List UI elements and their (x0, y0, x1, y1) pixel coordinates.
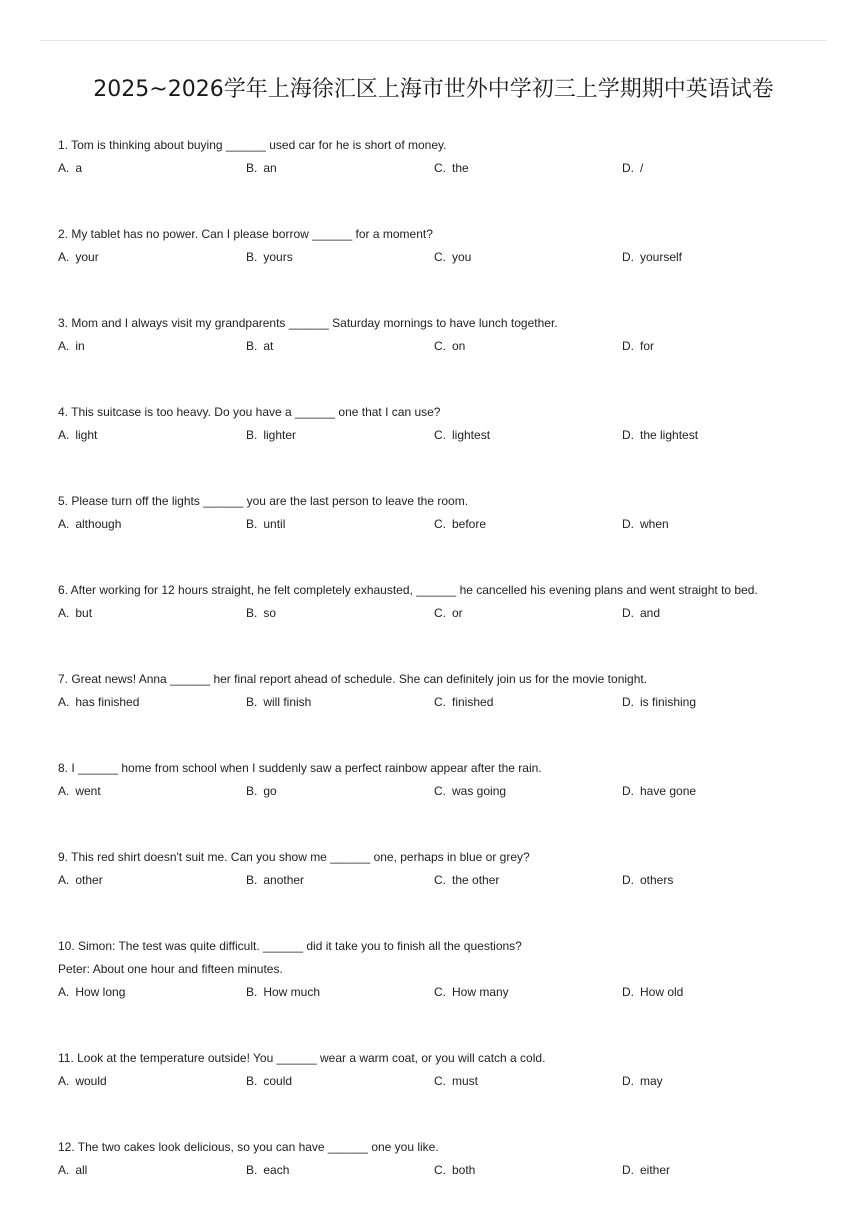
option-letter: D. (622, 695, 634, 709)
answer-options (58, 516, 818, 532)
option-letter: A. (58, 1163, 70, 1177)
answer-option (246, 160, 434, 176)
answer-option (58, 605, 246, 621)
option-letter: A. (58, 695, 70, 709)
option-text: for (640, 339, 655, 353)
option-letter: C. (434, 606, 446, 620)
option-text: and (640, 606, 661, 620)
option-text: / (640, 161, 644, 175)
option-text: the other (452, 873, 500, 887)
page-title: 2025~2026学年上海徐汇区上海市世外中学初三上学期期中英语试卷 (93, 77, 774, 102)
question-item (58, 315, 818, 354)
option-text: or (452, 606, 463, 620)
option-text: on (452, 339, 466, 353)
option-text: was going (452, 784, 507, 798)
option-text: yourself (640, 250, 683, 264)
question-item (58, 760, 818, 799)
answer-option (434, 694, 622, 710)
answer-option (622, 249, 810, 265)
option-text: your (75, 250, 99, 264)
question-stem: 6. After working for 12 hours straight, he felt completely exhausted, ______ he cancelled his evening plans and went straight to bed. (58, 583, 758, 597)
option-letter: A. (58, 517, 70, 531)
option-letter: C. (434, 873, 446, 887)
option-letter: A. (58, 339, 70, 353)
option-letter: B. (246, 985, 258, 999)
option-letter: A. (58, 250, 70, 264)
option-text: finished (452, 695, 494, 709)
question-stem: 7. Great news! Anna ______ her final report ahead of schedule. She can definitely join us for the movie tonight. (58, 672, 648, 686)
question-item (58, 226, 818, 265)
option-letter: C. (434, 339, 446, 353)
answer-options (58, 338, 818, 354)
question-item (58, 582, 818, 621)
option-letter: D. (622, 873, 634, 887)
option-letter: B. (246, 250, 258, 264)
option-letter: A. (58, 873, 70, 887)
option-text: a (75, 161, 83, 175)
answer-option (622, 1162, 810, 1178)
header-divider (40, 40, 827, 41)
answer-option (434, 516, 622, 532)
answer-option (246, 1073, 434, 1089)
answer-option (246, 249, 434, 265)
question-stem: 10. Simon: The test was quite difficult. ______ did it take you to finish all the questions? (58, 939, 522, 953)
answer-option (434, 160, 622, 176)
option-text: the (452, 161, 469, 175)
answer-option (58, 160, 246, 176)
option-letter: C. (434, 517, 446, 531)
answer-option (246, 984, 434, 1000)
option-letter: C. (434, 250, 446, 264)
answer-option (434, 783, 622, 799)
option-text: before (452, 517, 487, 531)
question-stem: Peter: About one hour and fifteen minutes. (58, 962, 283, 976)
option-letter: B. (246, 1074, 258, 1088)
option-letter: C. (434, 985, 446, 999)
option-letter: D. (622, 985, 634, 999)
answer-options (58, 427, 818, 443)
answer-option (622, 984, 810, 1000)
option-text: will finish (263, 695, 312, 709)
answer-option (246, 694, 434, 710)
option-text: both (452, 1163, 476, 1177)
option-text: another (263, 873, 305, 887)
answer-option (58, 1162, 246, 1178)
answer-option (58, 249, 246, 265)
option-letter: C. (434, 428, 446, 442)
option-text: would (75, 1074, 107, 1088)
answer-option (58, 984, 246, 1000)
answer-option (434, 605, 622, 621)
option-text: but (75, 606, 93, 620)
option-text: go (263, 784, 277, 798)
answer-option (622, 1073, 810, 1089)
option-letter: D. (622, 517, 634, 531)
answer-options (58, 1073, 818, 1089)
option-text: How many (452, 985, 509, 999)
option-letter: C. (434, 695, 446, 709)
answer-option (622, 783, 810, 799)
question-item (58, 849, 818, 888)
option-letter: C. (434, 784, 446, 798)
option-letter: D. (622, 1163, 634, 1177)
option-letter: B. (246, 1163, 258, 1177)
answer-options (58, 783, 818, 799)
question-stem: 11. Look at the temperature outside! You ______ wear a warm coat, or you will catch a cold. (58, 1051, 546, 1065)
option-text: may (640, 1074, 663, 1088)
answer-option (58, 427, 246, 443)
answer-option (246, 427, 434, 443)
option-letter: D. (622, 428, 634, 442)
option-letter: C. (434, 1074, 446, 1088)
option-text: until (263, 517, 286, 531)
question-item (58, 493, 818, 532)
answer-option (434, 1162, 622, 1178)
question-item (58, 404, 818, 443)
question-stem: 8. I ______ home from school when I suddenly saw a perfect rainbow appear after the rain. (58, 761, 542, 775)
question-item (58, 938, 818, 1000)
option-text: light (75, 428, 98, 442)
option-text: lightest (452, 428, 491, 442)
option-text: yours (263, 250, 293, 264)
option-letter: D. (622, 784, 634, 798)
option-letter: C. (434, 161, 446, 175)
option-text: at (263, 339, 274, 353)
answer-options (58, 1162, 818, 1178)
option-letter: B. (246, 695, 258, 709)
answer-option (246, 1162, 434, 1178)
option-letter: D. (622, 606, 634, 620)
option-text: has finished (75, 695, 140, 709)
answer-option (246, 516, 434, 532)
answer-options (58, 984, 818, 1000)
option-text: the lightest (640, 428, 699, 442)
option-text: How much (263, 985, 321, 999)
option-letter: B. (246, 873, 258, 887)
option-text: must (452, 1074, 479, 1088)
answer-option (58, 694, 246, 710)
question-stem: 12. The two cakes look delicious, so you can have ______ one you like. (58, 1140, 439, 1154)
answer-option (622, 338, 810, 354)
answer-options (58, 872, 818, 888)
option-text: other (75, 873, 103, 887)
option-text: have gone (640, 784, 697, 798)
option-letter: B. (246, 606, 258, 620)
option-text: you (452, 250, 472, 264)
answer-option (622, 160, 810, 176)
option-text: so (263, 606, 277, 620)
option-letter: A. (58, 784, 70, 798)
answer-options (58, 694, 818, 710)
answer-option (434, 1073, 622, 1089)
question-stem: 9. This red shirt doesn't suit me. Can you show me ______ one, perhaps in blue or grey? (58, 850, 530, 864)
answer-options (58, 249, 818, 265)
option-letter: D. (622, 250, 634, 264)
answer-option (246, 872, 434, 888)
option-letter: A. (58, 1074, 70, 1088)
option-letter: B. (246, 517, 258, 531)
option-letter: D. (622, 1074, 634, 1088)
answer-option (58, 1073, 246, 1089)
question-list (58, 137, 818, 1228)
option-text: How long (75, 985, 126, 999)
option-letter: A. (58, 606, 70, 620)
option-text: others (640, 873, 674, 887)
option-letter: B. (246, 428, 258, 442)
answer-option (434, 427, 622, 443)
option-letter: B. (246, 339, 258, 353)
question-stem: 2. My tablet has no power. Can I please borrow ______ for a moment? (58, 227, 433, 241)
option-letter: D. (622, 339, 634, 353)
option-letter: B. (246, 784, 258, 798)
option-text: in (75, 339, 85, 353)
answer-option (58, 783, 246, 799)
option-letter: A. (58, 428, 70, 442)
answer-option (58, 338, 246, 354)
option-letter: B. (246, 161, 258, 175)
answer-options (58, 605, 818, 621)
option-text: is finishing (640, 695, 697, 709)
option-text: all (75, 1163, 88, 1177)
question-stem: 4. This suitcase is too heavy. Do you have a ______ one that I can use? (58, 405, 441, 419)
option-text: each (263, 1163, 290, 1177)
answer-option (434, 249, 622, 265)
answer-option (246, 783, 434, 799)
question-item (58, 1139, 818, 1178)
answer-option (58, 872, 246, 888)
option-text: although (75, 517, 122, 531)
option-text: an (263, 161, 277, 175)
question-stem: 3. Mom and I always visit my grandparents ______ Saturday mornings to have lunch together. (58, 316, 558, 330)
answer-option (622, 605, 810, 621)
answer-option (622, 694, 810, 710)
question-item (58, 137, 818, 176)
answer-option (622, 516, 810, 532)
answer-options (58, 160, 818, 176)
answer-option (434, 984, 622, 1000)
answer-option (434, 338, 622, 354)
answer-option (622, 872, 810, 888)
option-text: could (263, 1074, 293, 1088)
question-item (58, 1050, 818, 1089)
option-letter: C. (434, 1163, 446, 1177)
option-letter: A. (58, 161, 70, 175)
answer-option (246, 338, 434, 354)
question-stem: 5. Please turn off the lights ______ you are the last person to leave the room. (58, 494, 469, 508)
answer-option (434, 872, 622, 888)
option-text: either (640, 1163, 671, 1177)
option-text: went (75, 784, 101, 798)
option-text: How old (640, 985, 684, 999)
question-stem: 1. Tom is thinking about buying ______ used car for he is short of money. (58, 138, 447, 152)
option-text: when (640, 517, 669, 531)
answer-option (246, 605, 434, 621)
option-text: lighter (263, 428, 297, 442)
answer-option (58, 516, 246, 532)
answer-option (622, 427, 810, 443)
option-letter: D. (622, 161, 634, 175)
question-item (58, 671, 818, 710)
option-letter: A. (58, 985, 70, 999)
